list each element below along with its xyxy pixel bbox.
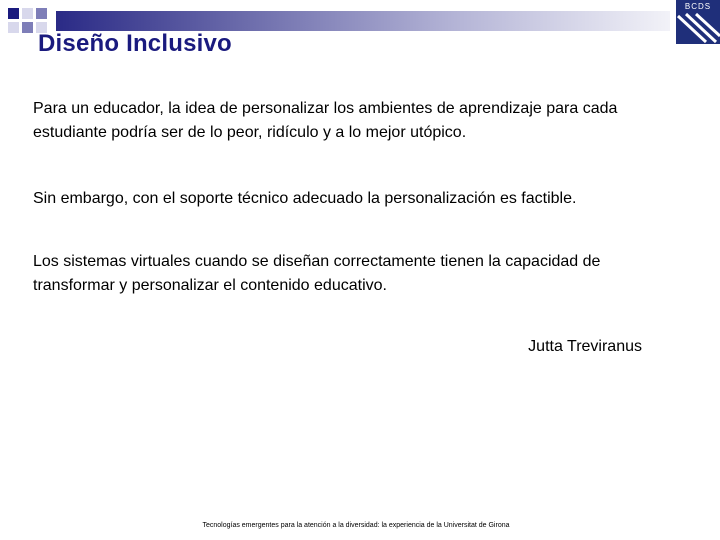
paragraph-2: Sin embargo, con el soporte técnico adecuado la personalización es factible. [33,190,577,207]
footer-text: Tecnologías emergentes para la atención a la diversidad: la experiencia de la Universitat de Girona [202,522,510,529]
header-gradient-bar [56,11,670,31]
decor-square-light [22,8,33,19]
quote-author: Jutta Treviranus [528,338,642,355]
slide-title: Diseño Inclusivo [38,30,232,57]
diagonal-stripes-logo-icon [676,12,720,44]
paragraph-1: Para un educador, la idea de personalizar los ambientes de aprendizaje para cada estudiante podría ser de lo peor, ridículo y a lo mejor utópico. [33,100,618,141]
bcds-logo [676,0,720,44]
paragraph-3: Los sistemas virtuales cuando se diseñan correctamente tienen la capacidad de transformar y personalizar el contenido educativo. [33,253,601,294]
slide-footer [0,522,720,529]
decor-square-mid [36,8,47,19]
decor-square-dark [8,8,19,19]
logo-text: BCDS [684,2,712,11]
decor-square-mid [22,22,33,33]
decor-square-light [8,22,19,33]
